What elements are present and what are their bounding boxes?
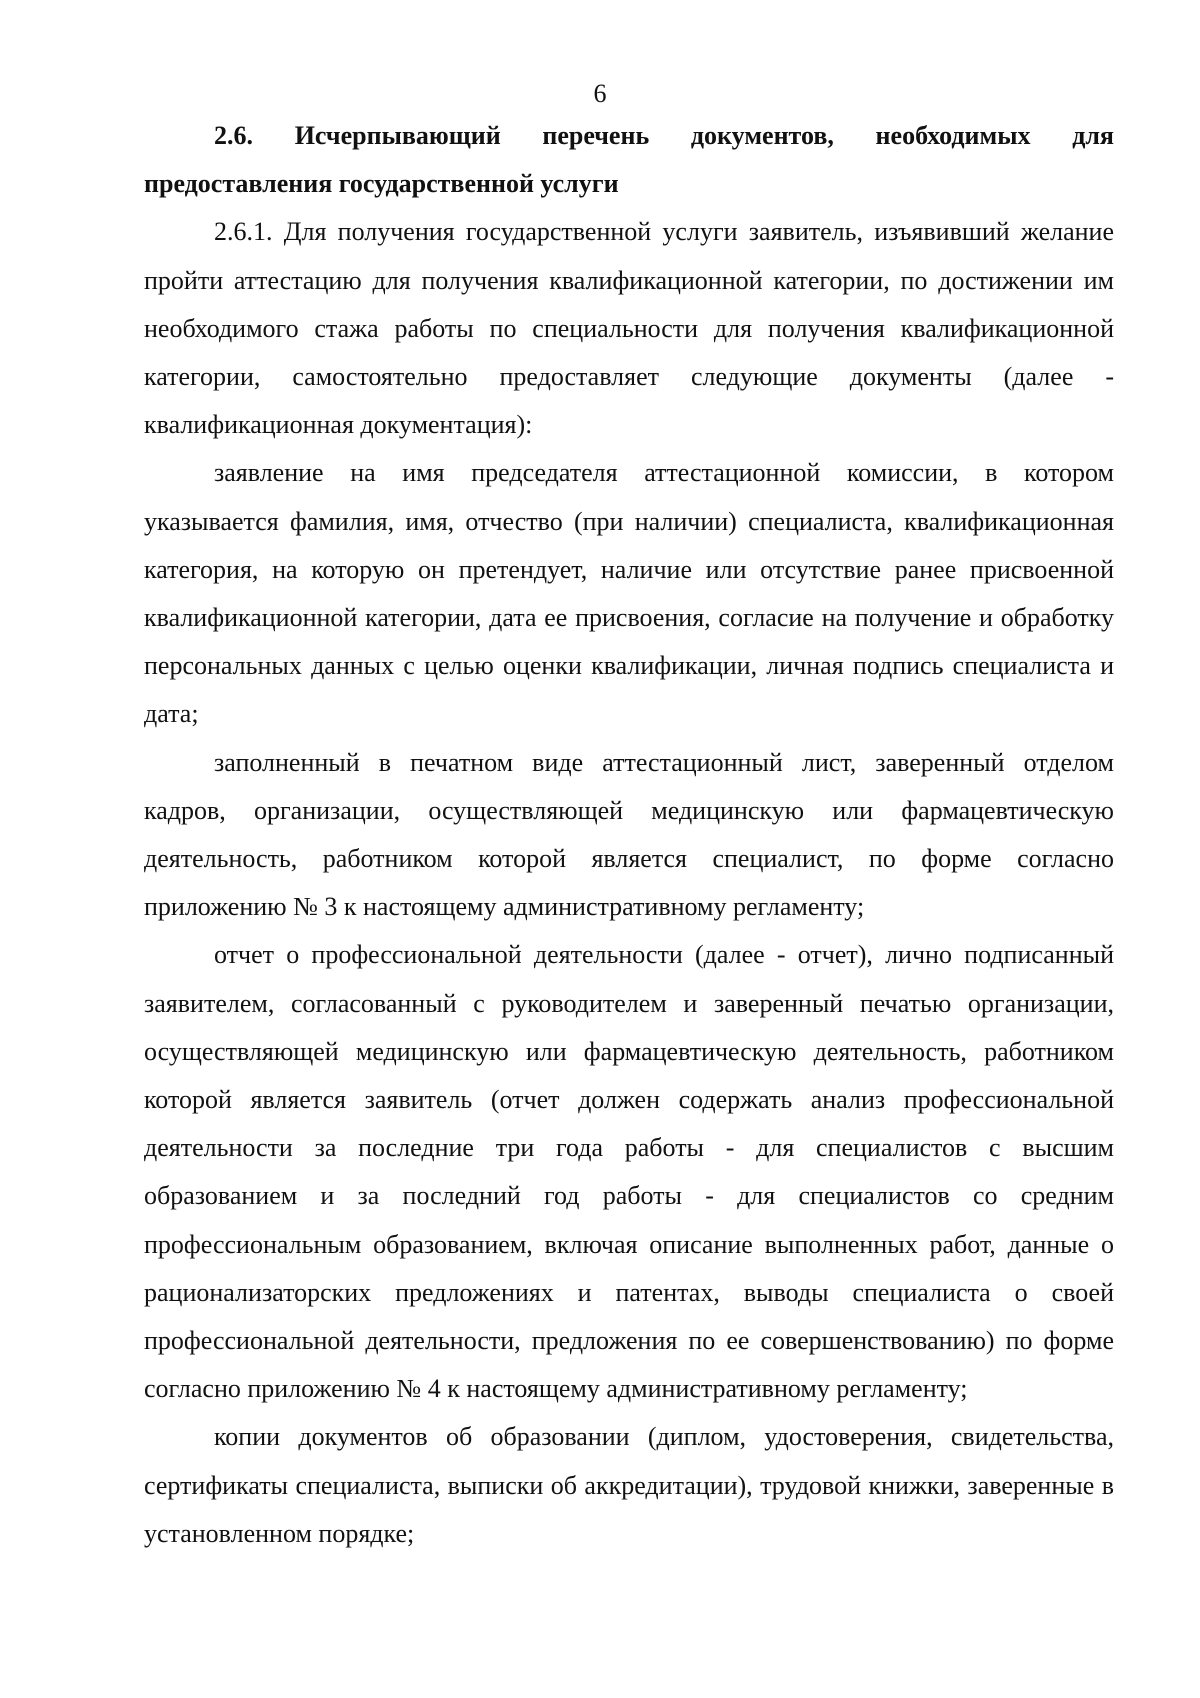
paragraph-intro: 2.6.1. Для получения государственной услуги заявитель, изъявивший желание пройти аттестацию для получения квалификационной категории, по достижении им необходимого стажа работы по специальности для получения квалификационной категории, самостоятельно предоставляет следующие документы (далее - квалификационная документация): bbox=[144, 217, 1114, 440]
paragraph-attestation-sheet: заполненный в печатном виде аттестационный лист, заверенный отделом кадров, организации, осуществляющей медицинскую или фармацевтическую деятельность, работником которой является специалист, по форме согласно приложению № 3 к настоящему административному регламенту; bbox=[144, 747, 1114, 922]
page-number: 6 bbox=[593, 79, 607, 108]
section-heading: 2.6. Исчерпывающий перечень документов, необходимых для предоставления государственной услуги bbox=[144, 121, 1114, 199]
document-body bbox=[144, 112, 1114, 1558]
paragraph-application: заявление на имя председателя аттестационной комиссии, в котором указывается фамилия, имя, отчество (при наличии) специалиста, квалификационная категория, на которую он претендует, наличие или отсутствие ранее присвоенной квалификационной категории, дата ее присвоения, согласие на получение и обработку персональных данных с целью оценки квалификации, личная подпись специалиста и дата; bbox=[144, 458, 1114, 729]
paragraph-education-copies: копии документов об образовании (диплом, удостоверения, свидетельства, сертификаты специалиста, выписки об аккредитации), трудовой книжки, заверенные в установленном порядке; bbox=[144, 1422, 1114, 1548]
paragraph-report: отчет о профессиональной деятельности (далее - отчет), лично подписанный заявителем, согласованный с руководителем и заверенный печатью организации, осуществляющей медицинскую или фармацевтическую деятельность, работником которой является заявитель (отчет должен содержать анализ профессиональной деятельности за последние три года работы - для специалистов с высшим образованием и за последний год работы - для специалистов со средним профессиональным образованием, включая описание выполненных работ, данные о рационализаторских предложениях и патентах, выводы специалиста о своей профессиональной деятельности, предложения по ее совершенствованию) по форме согласно приложению № 4 к настоящему административному регламенту; bbox=[144, 940, 1114, 1404]
